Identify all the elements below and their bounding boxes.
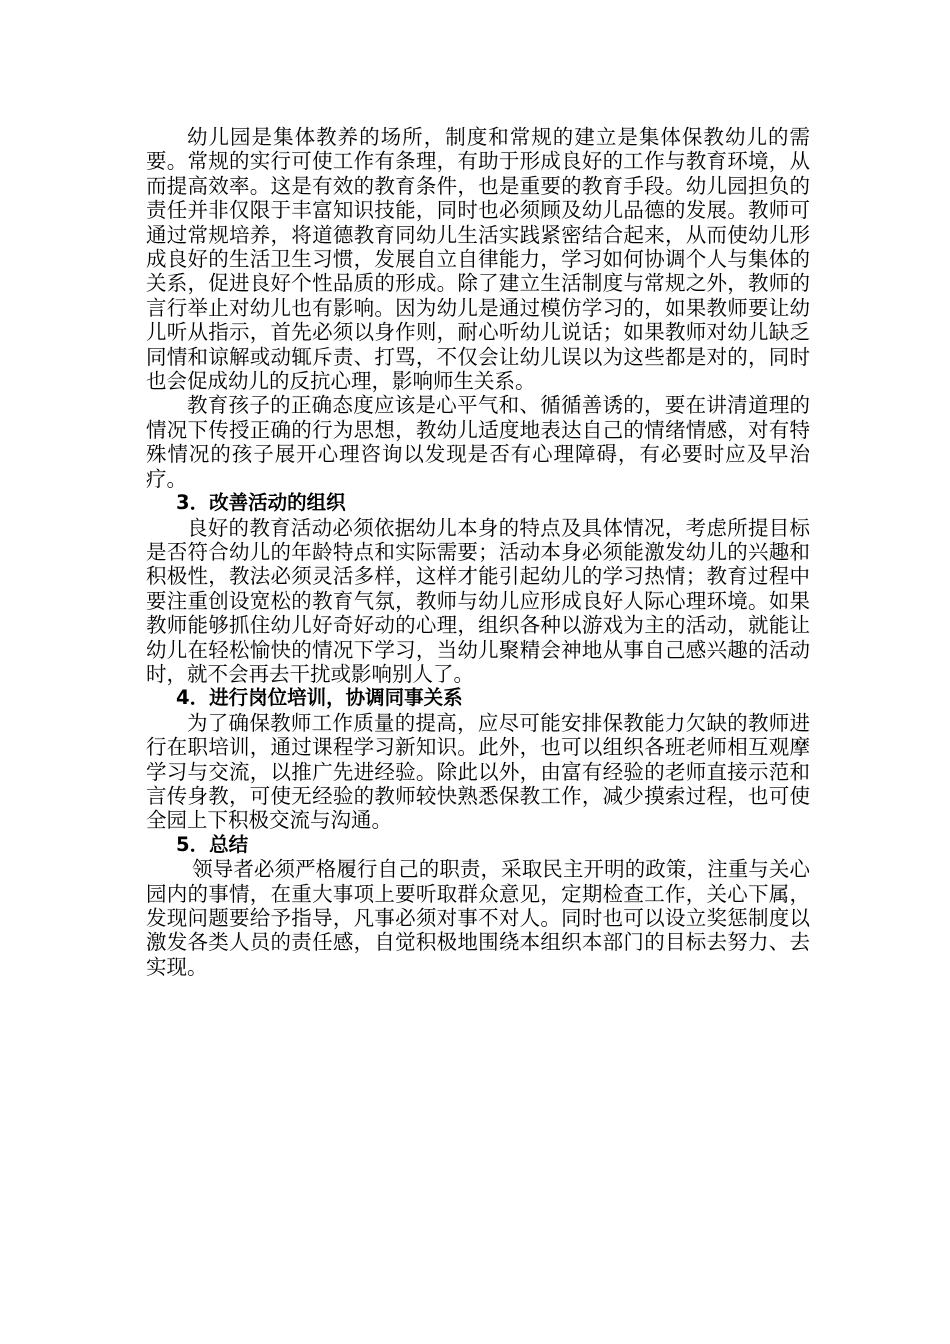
paragraph-summary: 领导者必须严格履行自己的职责，采取民主开明的政策，注重与关心园内的事情，在重大事项上要听取群众意见，定期检查工作，关心下属，发现问题要给予指导，凡事必须对事不对人。同时也可以设立奖惩制度以激发各类人员的责任感，自觉积极地围绕本组织本部门的目标去努力、去实现。 (146, 857, 810, 979)
section-heading-5: 5．总结 (176, 832, 249, 856)
paragraph-activity-organization: 良好的教育活动必须依据幼儿本身的特点及具体情况，考虑所提目标是否符合幼儿的年龄特点和实际需要；活动本身必须能激发幼儿的兴趣和积极性，教法必须灵活多样，这样才能引起幼儿的学习热情；教育过程中要注重创设宽松的教育气氛，教师与幼儿应形成良好人际心理环境。如果教师能够抓住幼儿好奇好动的心理，组织各种以游戏为主的活动，就能让幼儿在轻松愉快的情况下学习，当幼儿聚精会神地从事自己感兴趣的活动时，就不会再去干扰或影响别人了。 (146, 515, 810, 686)
section-heading-3: 3．改善活动的组织 (176, 491, 346, 515)
document-body (146, 125, 810, 979)
section-heading-4: 4．进行岗位培训，协调同事关系 (176, 686, 463, 710)
paragraph-education-attitude: 教育孩子的正确态度应该是心平气和、循循善诱的，要在讲清道理的情况下传授正确的行为思想，教幼儿适度地表达自己的情绪情感，对有特殊情况的孩子展开心理咨询以发现是否有心理障碍，有必要时应及早治疗。 (146, 393, 810, 491)
paragraph-training: 为了确保教师工作质量的提高，应尽可能安排保教能力欠缺的教师进行在职培训，通过课程学习新知识。此外，也可以组织各班老师相互观摩学习与交流，以推广先进经验。除此以外，由富有经验的老师直接示范和言传身教，可使无经验的教师较快熟悉保教工作，减少摸索过程，也可使全园上下积极交流与沟通。 (146, 710, 810, 833)
paragraph-kindergarten-rules: 幼儿园是集体教养的场所，制度和常规的建立是集体保教幼儿的需要。常规的实行可使工作有条理，有助于形成良好的工作与教育环境，从而提高效率。这是有效的教育条件，也是重要的教育手段。幼儿园担负的责任并非仅限于丰富知识技能，同时也必须顾及幼儿品德的发展。教师可通过常规培养，将道德教育同幼儿生活实践紧密结合起来，从而使幼儿形成良好的生活卫生习惯，发展自立自律能力，学习如何协调个人与集体的关系，促进良好个性品质的形成。除了建立生活制度与常规之外，教师的言行举止对幼儿也有影响。因为幼儿是通过模仿学习的，如果教师要让幼儿听从指示，首先必须以身作则，耐心听幼儿说话；如果教师对幼儿缺乏同情和谅解或动辄斥责、打骂，不仅会让幼儿误以为这些都是对的，同时也会促成幼儿的反抗心理，影响师生关系。 (146, 125, 810, 394)
